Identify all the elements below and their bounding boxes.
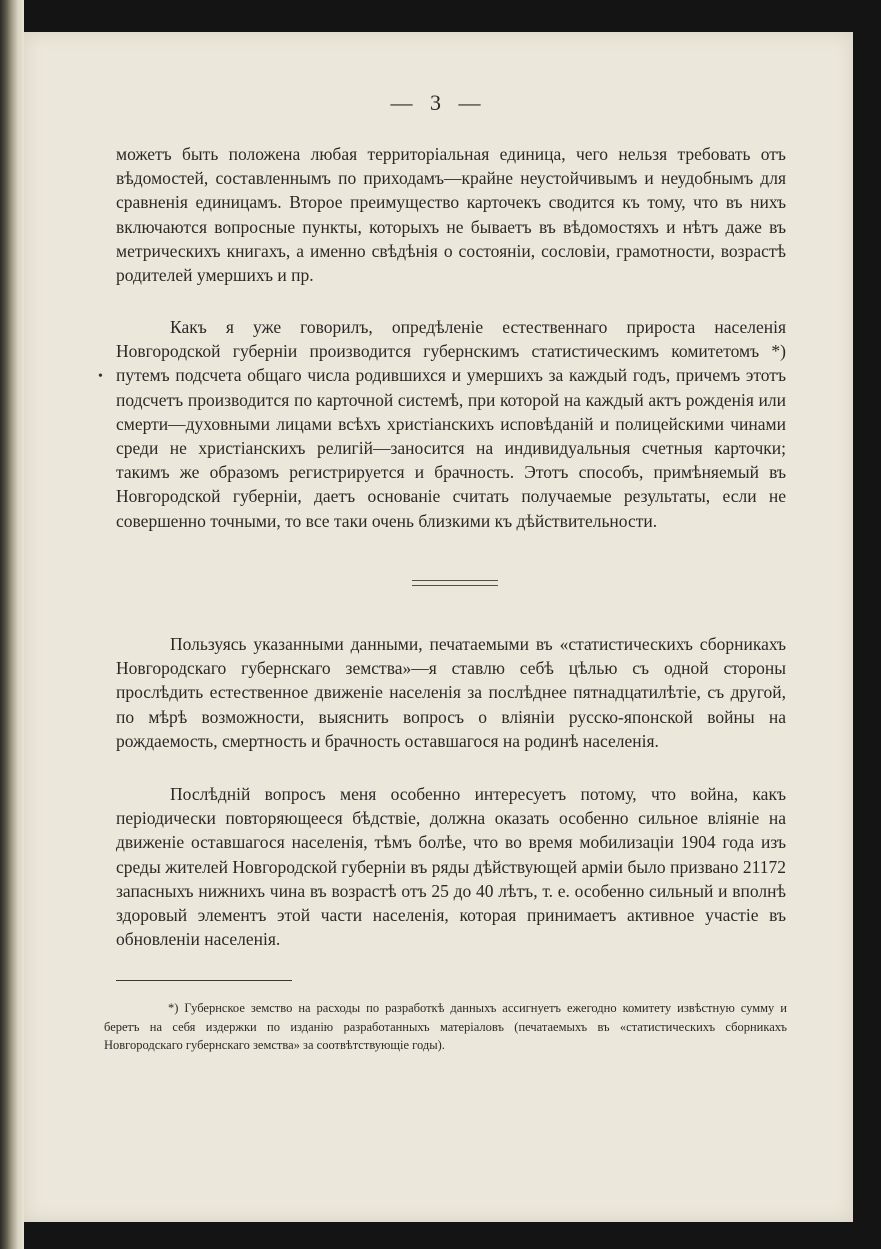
book-spine	[0, 0, 24, 1249]
footnote-rule	[116, 980, 292, 981]
book-page	[24, 32, 853, 1222]
paragraph-4: Послѣдній вопросъ меня особенно интересуетъ потому, что война, какъ періодически повторяющееся бѣдствіе, должна оказать особенно сильное вліяніе на движеніе оставшагося населенія, тѣмъ болѣе, что во время мобилизаціи 1904 года изъ среды жителей Новгородской губерніи въ ряды дѣйствующей арміи было призвано 21172 запасныхъ нижнихъ чина въ возрастѣ отъ 25 до 40 лѣтъ, т. е. особенно сильный и вполнѣ здоровый элементъ этой части населенія, которая принимаетъ активное участіе въ обновленіи населенія.	[116, 784, 786, 950]
margin-mark: •	[98, 369, 103, 384]
footnote: *) Губернское земство на расходы по разработкѣ данныхъ ассигнуетъ ежегодно комитету извѣстную сумму и беретъ на себя издержки по изданію разработанныхъ матеріаловъ (печатаемыхъ въ «статистическихъ сборникахъ Новгородскаго губернскаго земства» за соотвѣтствующіе годы).	[104, 1001, 787, 1052]
paragraph-3: Пользуясь указанными данными, печатаемыми въ «статистическихъ сборникахъ Новгородскаго губернскаго земства»—я ставлю себѣ цѣлью съ одной стороны прослѣдить естественное движеніе населенія за послѣднее пятнадцатилѣтіе, съ другой, по мѣрѣ возможности, выяснить вопросъ о вліяніи русско-японской войны на рождаемость, смертность и брачность оставшагося на родинѣ населенія.	[116, 634, 786, 751]
section-divider	[412, 580, 498, 586]
page-number: — 3 —	[390, 90, 487, 115]
paragraph-2: Какъ я уже говорилъ, опредѣленіе естественнаго прироста населенія Новгородской губерніи производится губернскимъ статистическимъ комитетомъ *) путемъ подсчета общаго числа родившихся и умершихъ за каждый годъ, причемъ этотъ подсчетъ производится по карточной системѣ, при которой на каждый актъ рожденія или смерти—духовными лицами всѣхъ христіанскихъ исповѣданій и полицейскими чинами среди не христіанскихъ религій—заносится на индивидуальныя счетныя карточки; такимъ же образомъ регистрируется и брачность. Этотъ способъ, примѣняемый въ Новгородской губерніи, даетъ основаніе считать получаемые результаты, если не совершенно точными, то все таки очень близкими къ дѣйствительности.	[116, 317, 786, 531]
paragraph-1: можетъ быть положена любая территоріальная единица, чего нельзя требовать отъ вѣдомостей, составленнымъ по приходамъ—крайне неустойчивымъ и неудобнымъ для сравненія единицамъ. Второе преимущество карточекъ сводится къ тому, что въ нихъ включаются вопросные пункты, которыхъ не бываетъ въ вѣдомостяхъ и нѣтъ даже въ метрическихъ книгахъ, а именно свѣдѣнія о состояніи, сословіи, грамотности, возрастѣ родителей умершихъ и пр.	[116, 144, 786, 286]
